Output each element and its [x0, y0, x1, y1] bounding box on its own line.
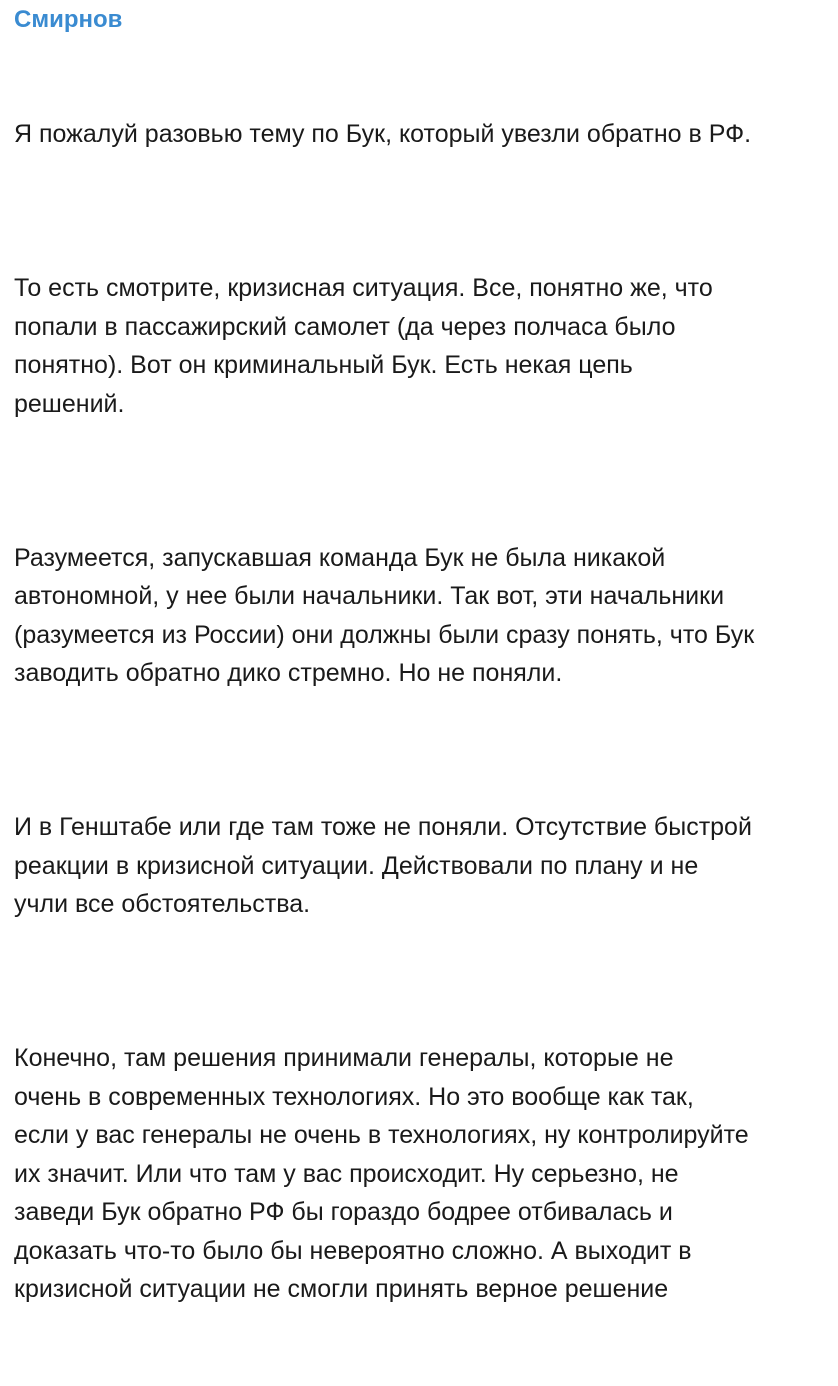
message-text: [14, 38, 826, 1386]
message-paragraph-5: Конечно, там решения принимали генералы, которые не очень в современных технологиях. Но это вообще как так, если у вас генералы не очень в технологиях, ну контролируйте их значит. Или что там у вас происходит. Ну серьезно, не заведи Бук обратно РФ бы гораздо бодрее отбивалась и доказать что-то было бы невероятно сложно. А выходит в кризисной ситуации не смогли принять верное решение: [14, 1044, 749, 1303]
message-author[interactable]: Смирнов: [14, 6, 123, 33]
message-bubble: [14, 0, 826, 1386]
message-paragraph-1: Я пожалуй разовью тему по Бук, который увезли обратно в РФ.: [14, 120, 752, 148]
message-paragraph-2: То есть смотрите, кризисная ситуация. Все, понятно же, что попали в пассажирский самолет (да через полчаса было понятно). Вот он криминальный Бук. Есть некая цепь решений.: [14, 274, 713, 418]
message-paragraph-4: И в Генштабе или где там тоже не поняли. Отсутствие быстрой реакции в кризисной ситуации. Действовали по плану и не учли все обстоятельства.: [14, 813, 752, 918]
message-paragraph-3: Разумеется, запускавшая команда Бук не была никакой автономной, у нее были начальники. Так вот, эти начальники (разумеется из России) они должны были сразу понять, что Бук заводить обратно дико стремно. Но не поняли.: [14, 543, 755, 687]
